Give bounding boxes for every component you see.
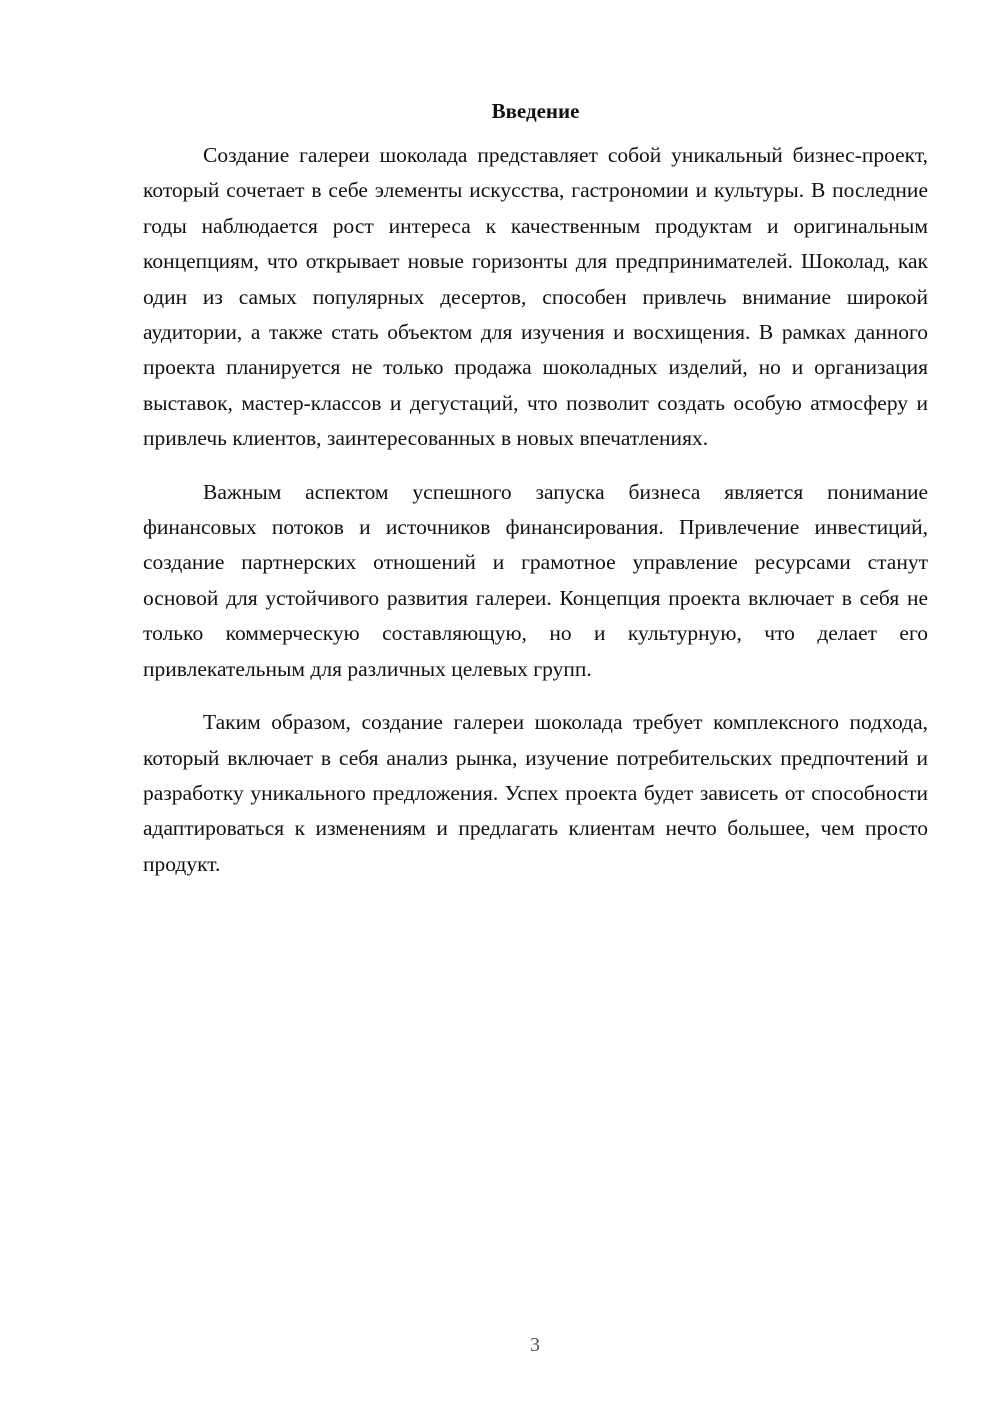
page-content — [143, 96, 928, 882]
paragraph-1: Создание галереи шоколада представляет собой уникальный бизнес-проект, который сочетает в себе элементы искусства, гастрономии и культуры. В последние годы наблюдается рост интереса к качественным продуктам и оригинальным концепциям, что открывает новые горизонты для предпринимателей. Шоколад, как один из самых популярных десертов, способен привлечь внимание широкой аудитории, а также стать объектом для изучения и восхищения. В рамках данного проекта планируется не только продажа шоколадных изделий, но и организация выставок, мастер-классов и дегустаций, что позволит создать особую атмосферу и привлечь клиентов, заинтересованных в новых впечатлениях. — [143, 143, 928, 451]
section-title: Введение — [491, 99, 580, 123]
paragraph-3: Таким образом, создание галереи шоколада требует комплексного подхода, который включает в себя анализ рынка, изучение потребительских предпочтений и разработку уникального предложения. Успех проекта будет зависеть от способности адаптироваться к изменениям и предлагать клиентам нечто большее, чем просто продукт. — [143, 710, 928, 876]
paragraph-2: Важным аспектом успешного запуска бизнеса является понимание финансовых потоков и источников финансирования. Привлечение инвестиций, создание партнерских отношений и грамотное управление ресурсами станут основой для устойчивого развития галереи. Концепция проекта включает в себя не только коммерческую составляющую, но и культурную, что делает его привлекательным для различных целевых групп. — [143, 479, 928, 681]
page-number: 3 — [530, 1334, 540, 1356]
